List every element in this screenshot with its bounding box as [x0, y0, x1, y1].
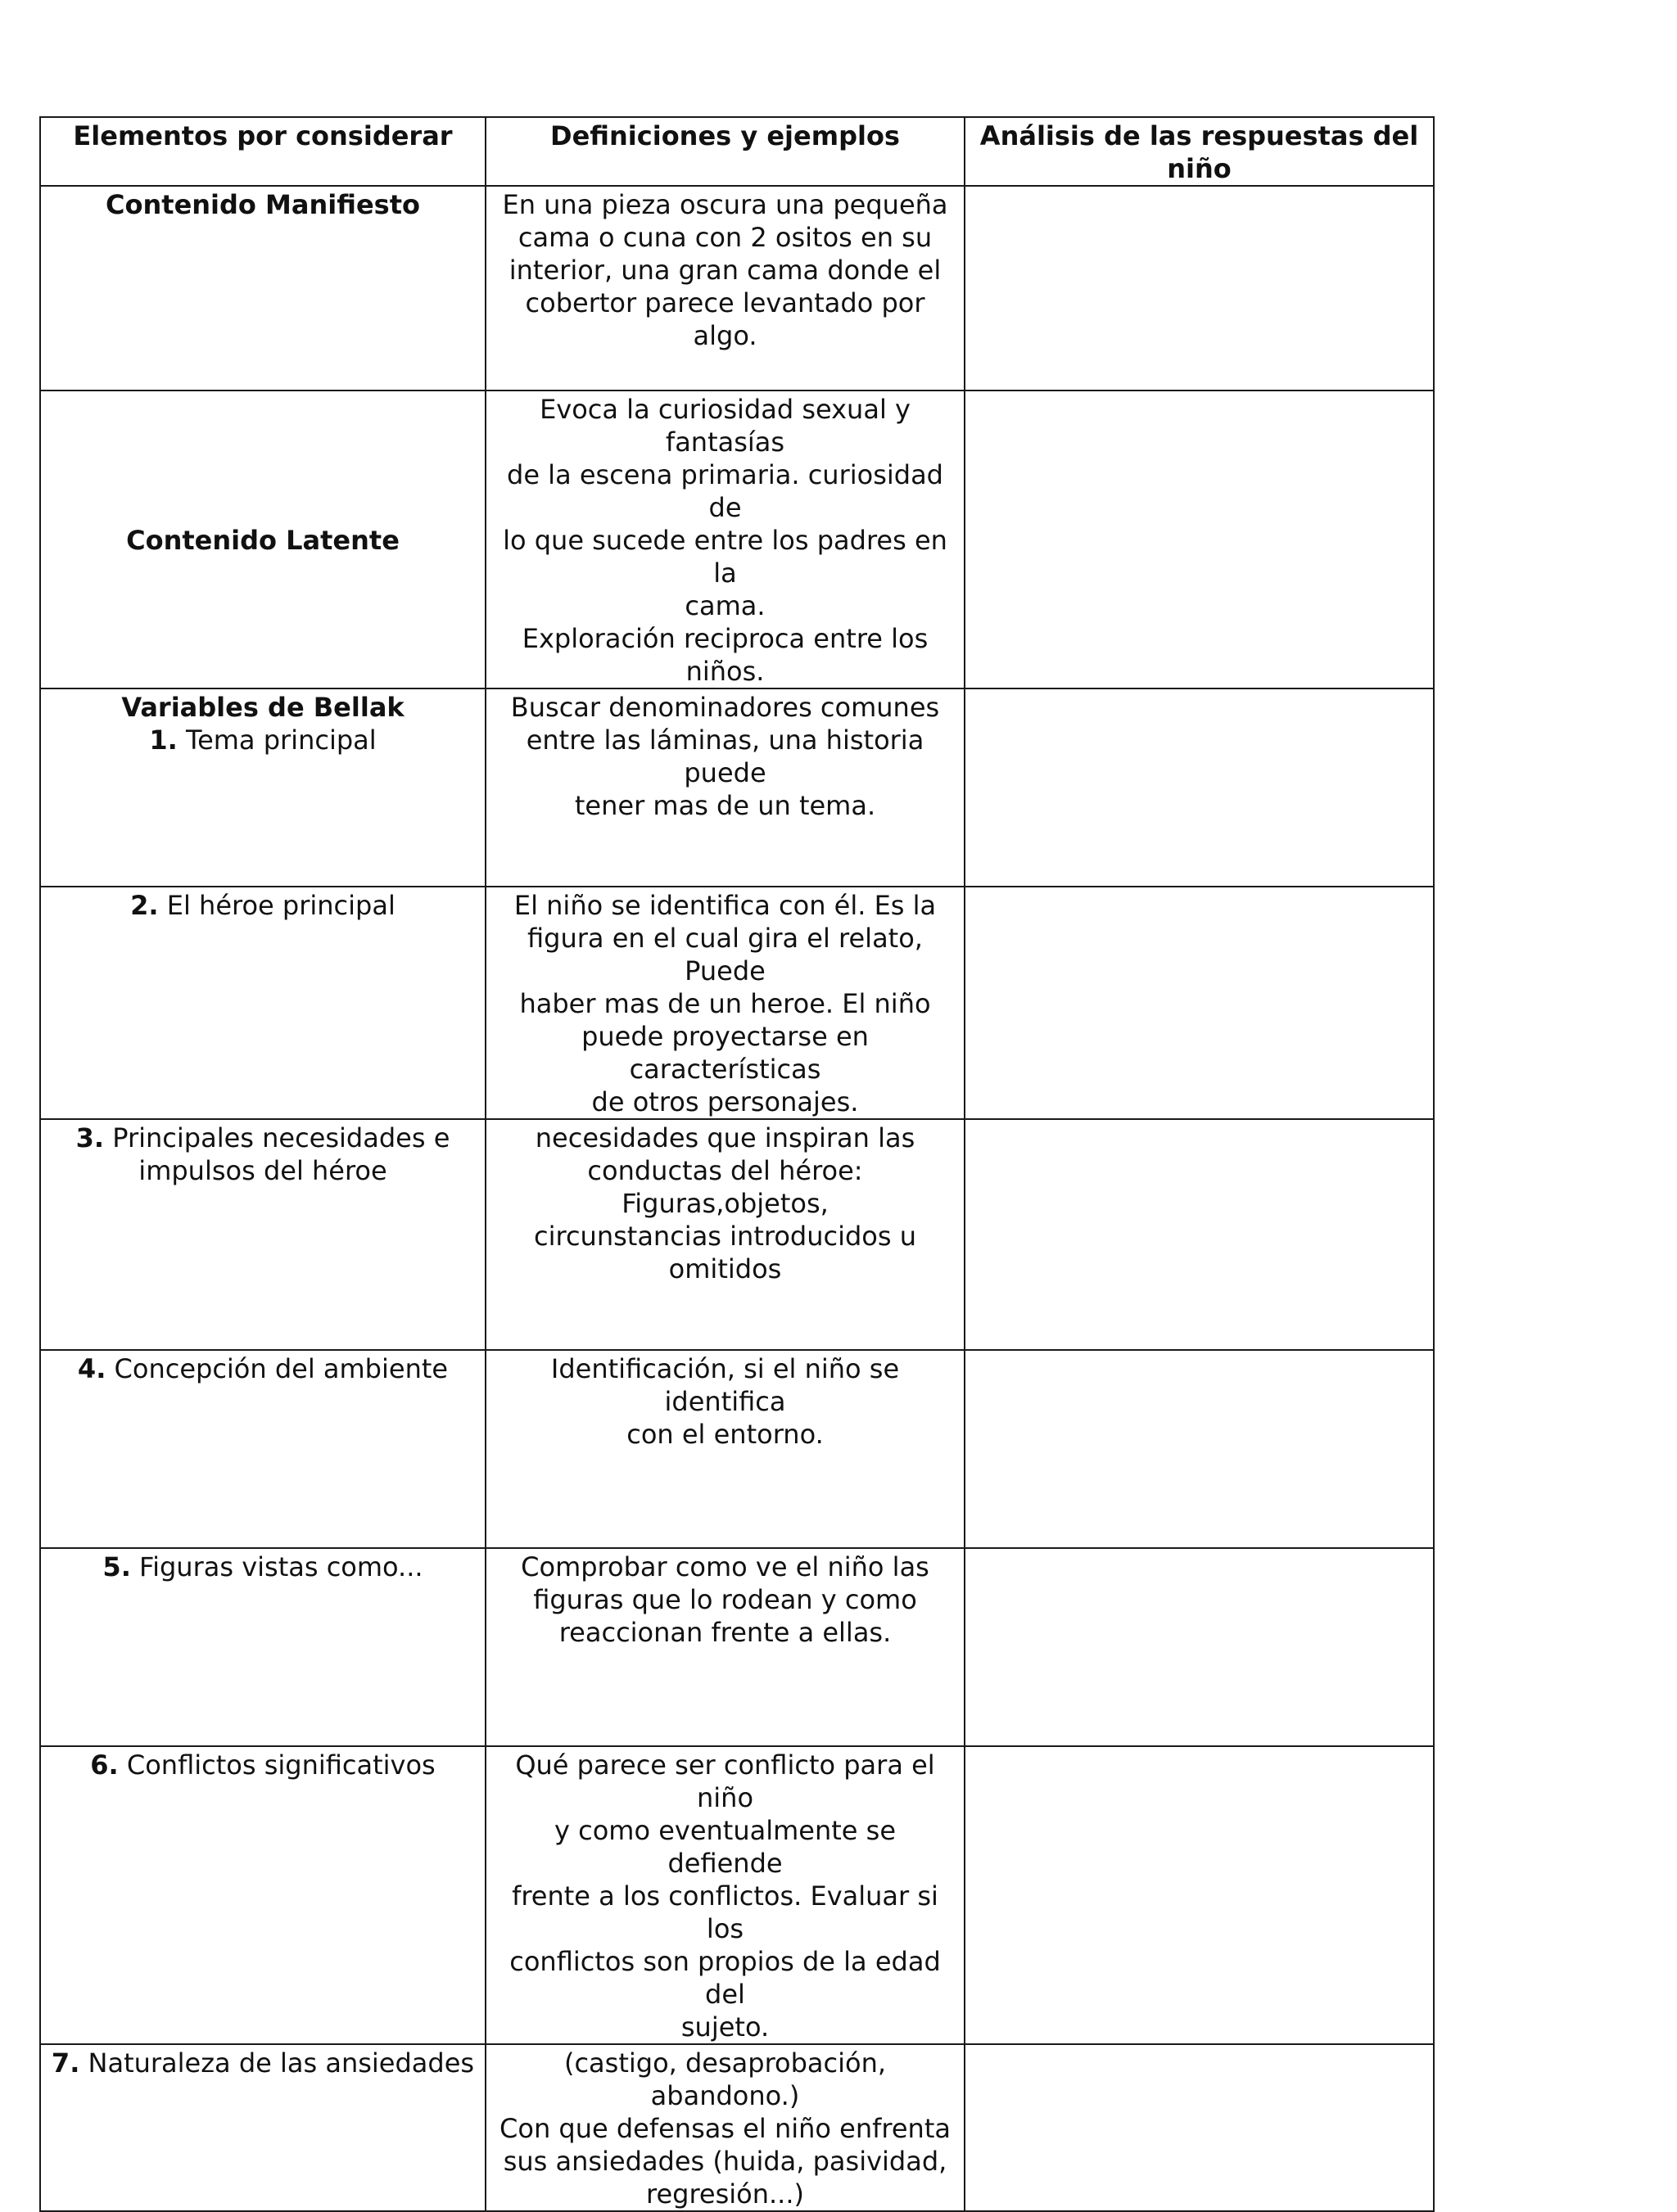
header-definiciones: Definiciones y ejemplos — [486, 117, 965, 186]
header-elementos: Elementos por considerar — [40, 117, 486, 186]
definition-cell — [486, 887, 965, 1119]
analysis-cell[interactable] — [965, 390, 1434, 688]
analysis-cell[interactable] — [965, 887, 1434, 1119]
element-number: 1. — [149, 725, 178, 756]
analysis-cell[interactable] — [965, 1746, 1434, 2044]
analysis-cell[interactable] — [965, 1350, 1434, 1548]
definition-cell — [486, 1119, 965, 1350]
definition-cell — [486, 2044, 965, 2211]
element-number: 5. — [102, 1551, 131, 1582]
definition-text: Evoca la curiosidad sexual y fantasías de la escena primaria. curiosidad de lo que sucede entre los padres en la cama. Exploración reciproca entre los niños. — [503, 394, 947, 687]
definition-text: (castigo, desaprobación, abandono.) Con que defensas el niño enfrenta sus ansiedades (huida, pasividad, regresión...) — [499, 2047, 951, 2210]
definition-text: necesidades que inspiran las conductas del héroe: Figuras,objetos, circunstancias introducidos u omitidos — [534, 1122, 916, 1284]
element-cell — [40, 2044, 486, 2211]
definition-cell — [486, 688, 965, 887]
element-text: Concepción del ambiente — [106, 1353, 449, 1384]
analysis-cell[interactable] — [965, 1548, 1434, 1746]
element-cell — [40, 1119, 486, 1350]
evaluation-table — [39, 116, 1435, 2212]
analysis-cell[interactable] — [965, 688, 1434, 887]
element-text: Figuras vistas como... — [130, 1551, 423, 1582]
element-cell — [40, 688, 486, 887]
element-cell — [40, 1350, 486, 1548]
table-row — [40, 1350, 1434, 1548]
definition-cell — [486, 1746, 965, 2044]
definition-text: Identificación, si el niño se identifica con el entorno. — [550, 1353, 900, 1450]
table-row — [40, 1746, 1434, 2044]
definition-text: En una pieza oscura una pequeña cama o cuna con 2 ositos en su interior, una gran cama donde el cobertor parece levantado por algo. — [502, 189, 948, 351]
header-analisis: Análisis de las respuestas del niño — [965, 117, 1434, 186]
definition-cell — [486, 390, 965, 688]
element-number: 2. — [130, 890, 159, 921]
element-cell — [40, 1746, 486, 2044]
element-number: 6. — [90, 1749, 119, 1781]
element-text: Tema principal — [177, 725, 377, 756]
definition-cell — [486, 1548, 965, 1746]
table-row — [40, 2044, 1434, 2211]
table-row — [40, 390, 1434, 688]
table-row — [40, 186, 1434, 390]
definition-text: Buscar denominadores comunes entre las láminas, una historia puede tener mas de un tema. — [510, 692, 940, 821]
analysis-cell[interactable] — [965, 186, 1434, 390]
element-cell — [40, 887, 486, 1119]
element-number: 4. — [77, 1353, 106, 1384]
definition-cell — [486, 186, 965, 390]
element-number: 7. — [51, 2047, 80, 2079]
element-label: Contenido Latente — [126, 525, 400, 556]
table-row — [40, 1548, 1434, 1746]
element-text: Principales necesidades e impulsos del héroe — [112, 1122, 450, 1186]
definition-text: Qué parece ser conflicto para el niño y como eventualmente se defiende frente a los conflictos. Evaluar si los conflictos son propios de la edad del sujeto. — [509, 1749, 941, 2043]
element-cell — [40, 186, 486, 390]
analysis-cell[interactable] — [965, 1119, 1434, 1350]
table-row — [40, 887, 1434, 1119]
analysis-cell[interactable] — [965, 2044, 1434, 2211]
table-row — [40, 688, 1434, 887]
element-text: Naturaleza de las ansiedades — [79, 2047, 475, 2079]
definition-cell — [486, 1350, 965, 1548]
element-cell — [40, 1548, 486, 1746]
element-heading: Variables de Bellak — [121, 692, 405, 723]
definition-text: Comprobar como ve el niño las figuras que lo rodean y como reaccionan frente a ellas. — [521, 1551, 929, 1648]
element-text: Conflictos significativos — [118, 1749, 436, 1781]
element-label: Contenido Manifiesto — [106, 189, 420, 220]
table-row — [40, 1119, 1434, 1350]
table-header-row — [40, 117, 1434, 186]
definition-text: El niño se identifica con él. Es la figura en el cual gira el relato, Puede haber mas de un heroe. El niño puede proyectarse en características de otros personajes. — [513, 890, 937, 1117]
element-text: El héroe principal — [158, 890, 396, 921]
element-number: 3. — [75, 1122, 105, 1153]
element-cell — [40, 390, 486, 688]
